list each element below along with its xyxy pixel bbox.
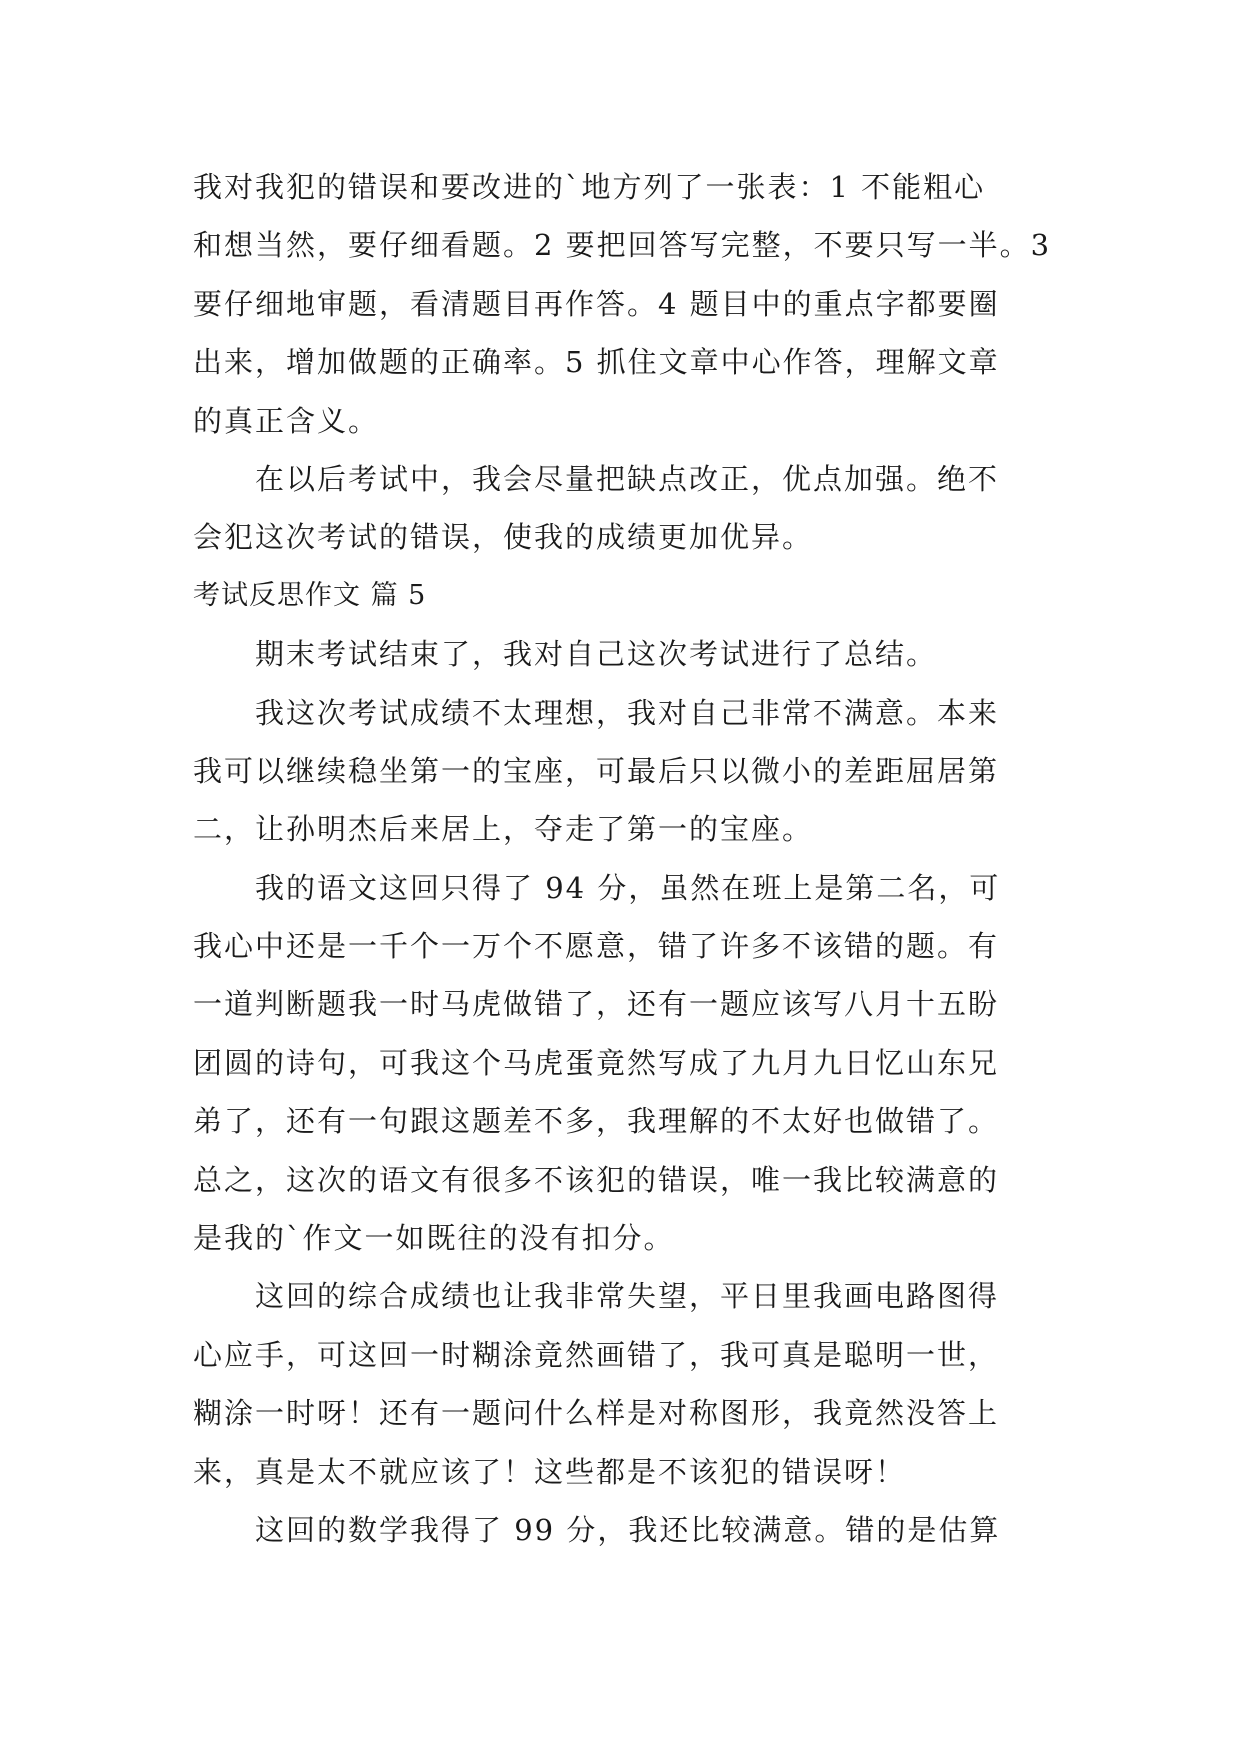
text-line: 的真正含义。 xyxy=(193,403,380,438)
text-line: 会犯这次考试的错误，使我的成绩更加优异。 xyxy=(193,520,814,555)
text-line: 出来，增加做题的正确率。5 抓住文章中心作答，理解文章 xyxy=(193,345,1000,380)
text-line: 心应手，可这回一时糊涂竟然画错了，我可真是聪明一世， xyxy=(193,1337,1000,1372)
text-line: 在以后考试中，我会尽量把缺点改正，优点加强。绝不 xyxy=(193,461,1000,496)
text-line: 糊涂一时呀！还有一题问什么样是对称图形，我竟然没答上 xyxy=(193,1396,1000,1431)
text-line: 这回的数学我得了 99 分，我还比较满意。错的是估算 xyxy=(193,1512,1001,1547)
text-line: 期末考试结束了，我对自己这次考试进行了总结。 xyxy=(193,637,938,672)
text-line: 我心中还是一千个一万个不愿意，错了许多不该错的题。有 xyxy=(193,929,1000,964)
text-line: 总之，这次的语文有很多不该犯的错误，唯一我比较满意的 xyxy=(193,1162,1000,1197)
text-line: 一道判断题我一时马虎做错了，还有一题应该写八月十五盼 xyxy=(193,987,1000,1022)
document-body xyxy=(193,158,1073,1559)
text-line: 我这次考试成绩不太理想，我对自己非常不满意。本来 xyxy=(193,695,1000,730)
text-line: 要仔细地审题，看清题目再作答。4 题目中的重点字都要圈 xyxy=(193,286,1000,321)
text-line: 这回的综合成绩也让我非常失望，平日里我画电路图得 xyxy=(193,1279,1000,1314)
text-line: 和想当然，要仔细看题。2 要把回答写完整，不要只写一半。3 xyxy=(193,228,1052,263)
text-line: 我可以继续稳坐第一的宝座，可最后只以微小的差距屈居第 xyxy=(193,753,1000,788)
text-line: 来，真是太不就应该了！这些都是不该犯的错误呀！ xyxy=(193,1454,907,1489)
section-heading: 考试反思作文 篇 5 xyxy=(193,579,427,611)
text-line: 是我的`作文一如既往的没有扣分。 xyxy=(193,1221,675,1256)
text-line: 团圆的诗句，可我这个马虎蛋竟然写成了九月九日忆山东兄 xyxy=(193,1045,1000,1080)
text-line: 我的语文这回只得了 94 分，虽然在班上是第二名，可 xyxy=(193,870,1001,905)
text-line: 弟了，还有一句跟这题差不多，我理解的不太好也做错了。 xyxy=(193,1104,1000,1139)
text-line: 二，让孙明杰后来居上，夺走了第一的宝座。 xyxy=(193,812,814,847)
text-line: 我对我犯的错误和要改进的`地方列了一张表：1 不能粗心 xyxy=(193,170,986,204)
